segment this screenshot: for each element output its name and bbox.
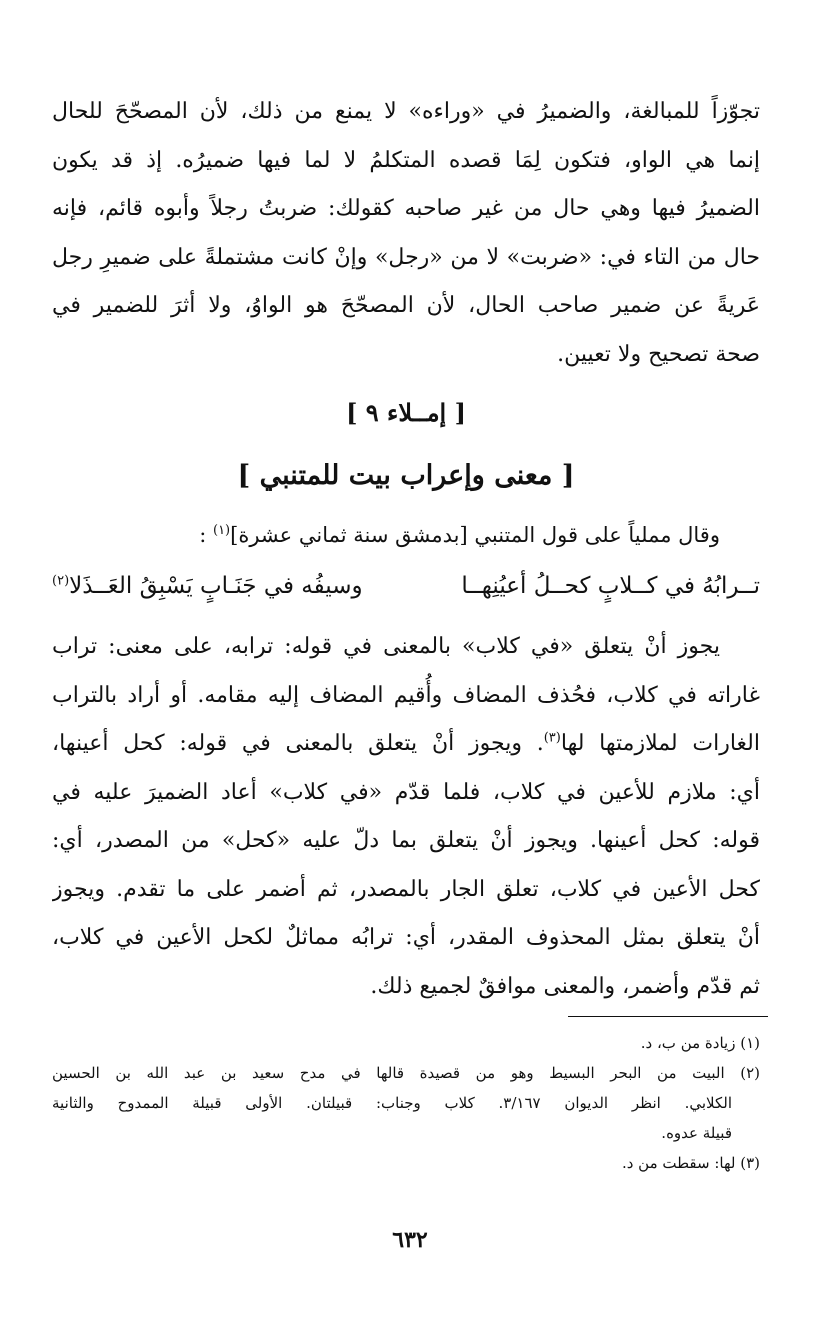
text-line: قوله: كحل أعينها. ويجوز أنْ يتعلق بما دلّ عليه «كحل» من المصدر، أي: <box>52 828 760 853</box>
verse-second-text: وسيفُه في جَنَـابٍ يَسْبِقُ العَــذَلا <box>69 573 363 599</box>
text-segment: الغارات لملازمتها لها <box>560 731 760 756</box>
footnote-3: (٣) لها: سقطت من د. <box>621 1154 760 1172</box>
paragraph-1 <box>52 88 760 379</box>
page-number: ٦٣٢ <box>392 1227 428 1253</box>
text-line: إنما هي الواو، فتكون لِمَا قصده المتكلمُ لا لما فيها ضميرُه. إذ قد يكون <box>52 147 760 173</box>
text-line: كحل الأعين في كلاب، تعلق الجار بالمصدر، ثم أضمر على ما تقدم. ويجوز <box>52 876 760 902</box>
text-line: حال من التاء في: «ضربت» لا من «رجل» وإنْ كانت مشتملةً على ضميرِ رجل <box>52 244 760 270</box>
text-line: أنْ يتعلق بمثل المحذوف المقدر، أي: ترابُه مماثلٌ لكحل الأعين في كلاب، <box>52 925 760 950</box>
imla-heading: [ إمــلاء ٩ ] <box>346 398 466 427</box>
text-line <box>52 720 760 769</box>
poetry-verse <box>52 561 760 611</box>
footnote-2: (٢) البيت من البحر البسيط وهو من قصيدة قالها في مدح سعيد بن عبد الله بن الحسين <box>52 1064 760 1082</box>
verse-first-hemistich: تــرابُهُ في كــلابٍ كحــلُ أعيُنِهــا <box>461 573 760 599</box>
footnote-1: (١) زيادة من ب، د. <box>640 1034 760 1052</box>
verse-second-hemistich <box>52 561 363 611</box>
footnotes <box>52 1028 760 1178</box>
text-segment: . ويجوز أنْ يتعلق بالمعنى في قوله: كحل أعينها، <box>52 731 544 756</box>
section-title: [ معنى وإعراب بيت للمتنبي ] <box>237 460 575 491</box>
text-line: عَريةً عن ضمير صاحب الحال، لأن المصحّحَ هو الواوُ، ولا أثرَ للضمير في <box>52 293 760 318</box>
footnote-ref: (٢) <box>52 573 70 589</box>
page-body <box>52 88 760 1011</box>
footnote-divider <box>568 1016 768 1017</box>
text-line: أي: ملازم للأعين في كلاب، فلما قدّم «في كلاب» أعاد الضميرَ عليه في <box>52 779 760 805</box>
text-line: تجوّزاً للمبالغة، والضميرُ في «وراءه» لا يمنع من ذلك، لأن المصحّحَ للحال <box>52 99 760 124</box>
text-line: صحة تصحيح ولا تعيين. <box>557 341 760 367</box>
footnote-2-continued: الكلابي. انظر الديوان ٣/١٦٧. كلاب وجناب: قبيلتان. الأولى قبيلة الممدوح والثانية <box>52 1094 732 1112</box>
intro-text: وقال مملياً على قول المتنبي [بدمشق سنة ثماني عشرة] <box>230 523 720 547</box>
footnote-ref: (١) <box>212 523 231 538</box>
intro-colon: : <box>199 523 207 547</box>
text-line: غاراته في كلاب، فحُذف المضاف وأُقيم المضاف إليه مقامه. أو أراد بالتراب <box>52 682 760 708</box>
footnote-ref: (٣) <box>543 730 561 746</box>
footnote-2-continued: قبيلة عدوه. <box>661 1124 732 1142</box>
text-line: يجوز أنْ يتعلق «في كلاب» بالمعنى في قوله: ترابه، على معنى: تراب <box>52 634 720 659</box>
intro-line <box>52 513 760 557</box>
text-line: الضميرُ فيها وهي حال من غير صاحبه كقولك: ضربتُ رجلاً وأبوه قائم، فإنه <box>52 196 760 221</box>
paragraph-2 <box>52 623 760 1011</box>
text-line: ثم قدّم وأضمر، والمعنى موافقٌ لجميع ذلك. <box>370 973 760 999</box>
